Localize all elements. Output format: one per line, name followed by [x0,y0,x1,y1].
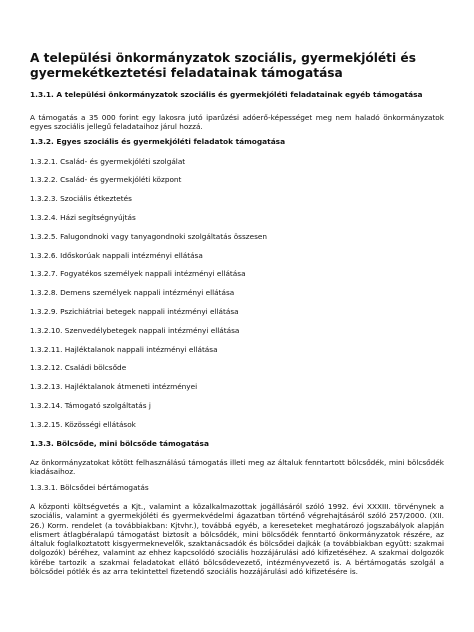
section-1-3-3-1-heading: 1.3.3.1. Bölcsődei bértámogatás [30,483,149,492]
section-1-3-3-1-body: A központi költségvetés a Kjt., valamint a közalkalmazottak jogállásáról szóló 1992. évi XXXIII. törvénynek a szociális, valamint a gyermekjóléti és gyermekvédelmi ágazatban történő végrehajtásáról szóló 257/2000. (XII. 26.) Korm. rendelet (a továbbiakban: Kjtvhr.), továbbá egyéb, a kereseteket meghatározó jogszabályok alapján elismert átlagbéralapú támogatást biztosít a bölcsődék, mini bölcsődék fenntartó önkormányzatok részére, az általuk foglalkoztatott kisgyermeknevelők, szaktanácsadók és bölcsődei dajkák (a továbbiakban együtt: szakmai dolgozók) béréhez, valamint az ehhez kapcsolódó szociális hozzájárulási adó kifizetéséhez. A szakmai dolgozók körébe tartozik a szakmai feladatokat ellátó bölcsődevezető, intézményvezető is. A bértámogatás szolgál a bölcsődei pótlék és az arra tekintettel fizetendő szociális hozzájárulási adó kifizetésére is. [30,502,444,577]
list-item: 1.3.2.8. Demens személyek nappali intézményi ellátása [30,288,235,297]
list-item: 1.3.2.12. Családi bölcsőde [30,363,127,372]
list-item: 1.3.2.7. Fogyatékos személyek nappali intézményi ellátása [30,269,246,278]
list-item: 1.3.2.13. Hajléktalanok átmeneti intézményei [30,382,198,391]
list-item: 1.3.2.1. Család- és gyermekjóléti szolgálat [30,157,186,166]
list-item: 1.3.2.6. Időskorúak nappali intézményi ellátása [30,251,203,260]
list-item: 1.3.2.11. Hajléktalanok nappali intézményi ellátása [30,345,218,354]
list-item: 1.3.2.5. Falugondnoki vagy tanyagondnoki szolgáltatás összesen [30,232,267,241]
section-1-3-2-heading: 1.3.2. Egyes szociális és gyermekjóléti feladatok támogatása [30,137,286,146]
document-title: A települési önkormányzatok szociális, gyermekjóléti és gyermekétkeztetési feladatainak támogatása [30,51,416,80]
list-item: 1.3.2.3. Szociális étkeztetés [30,194,132,203]
list-item: 1.3.2.15. Közösségi ellátások [30,420,136,429]
list-item: 1.3.2.2. Család- és gyermekjóléti központ [30,175,182,184]
section-1-3-1-heading: 1.3.1. A települési önkormányzatok szociális és gyermekjóléti feladatainak egyéb támogatása [30,90,423,99]
list-item: 1.3.2.14. Támogató szolgáltatás j [30,401,151,410]
section-1-3-1-text: A támogatás a 35 000 forint egy lakosra jutó iparűzési adóerő-képességet meg nem haladó önkormányzatok egyes szociális jellegű feladataihoz járul hozzá. [30,113,444,132]
list-item: 1.3.2.10. Szenvedélybetegek nappali intézményi ellátása [30,326,240,335]
list-item: 1.3.2.9. Pszichiátriai betegek nappali intézményi ellátása [30,307,239,316]
section-1-3-3-text: Az önkormányzatokat kötött felhasználású támogatás illeti meg az általuk fenntartott bölcsődék, mini bölcsődék kiadásaihoz. [30,458,444,477]
list-item: 1.3.2.4. Házi segítségnyújtás [30,213,136,222]
section-1-3-3-heading: 1.3.3. Bölcsőde, mini bölcsőde támogatása [30,439,209,448]
